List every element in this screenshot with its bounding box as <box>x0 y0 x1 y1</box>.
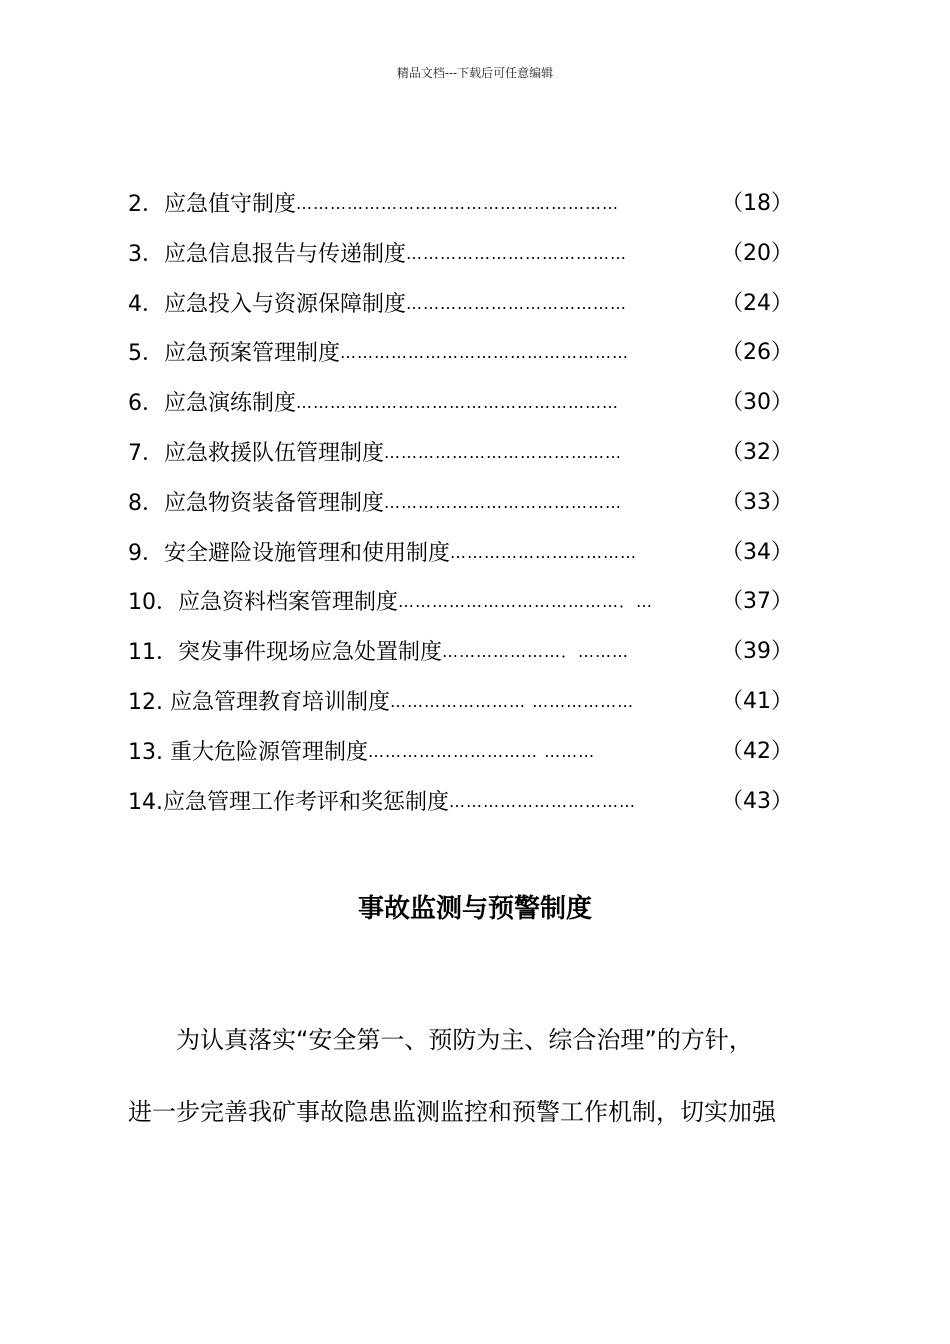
toc-dot-leader: ………………………………………………… <box>296 194 619 213</box>
toc-dot-leader: …………………………………… <box>384 492 622 512</box>
page-header: 精品文档---下载后可任意编辑 <box>396 66 554 80</box>
toc-dot-leader: …………………………………… <box>384 442 622 462</box>
toc-entry <box>128 381 793 431</box>
toc-entry <box>128 331 793 381</box>
toc-entry <box>128 630 793 680</box>
toc-entry-title: 4．应急投入与资源保障制度 <box>128 291 406 317</box>
toc-entry <box>128 680 793 730</box>
toc-page-number: （33） <box>721 489 793 515</box>
toc-dot-leader: …………………………… <box>449 791 636 811</box>
toc-entry-title: 2．应急值守制度 <box>128 192 296 217</box>
toc-entry <box>128 481 793 531</box>
toc-entry-title: 10．应急资料档案管理制度 <box>128 590 398 616</box>
toc-entry-title: 7．应急救援队伍管理制度 <box>128 440 384 466</box>
toc-entry-title: 5．应急预案管理制度 <box>128 341 340 367</box>
toc-entry-title: 9．安全避险设施管理和使用制度 <box>128 540 450 566</box>
toc-page-number: （32） <box>721 439 793 465</box>
toc-entry-title: 12. 应急管理教育培训制度 <box>128 689 390 715</box>
toc-dot-leader: …………………………… <box>450 542 637 562</box>
toc-entry-title: 8．应急物资装备管理制度 <box>128 490 384 516</box>
toc-dot-leader: …………………………………．… <box>398 592 654 612</box>
toc-page-number: （43） <box>721 788 793 814</box>
toc-page-number: （34） <box>721 539 793 565</box>
toc-entry <box>128 780 793 830</box>
toc-dot-leader: …………………… ……………… <box>389 691 635 711</box>
toc-entry <box>128 730 793 780</box>
toc-entry-title: 6．应急演练制度 <box>128 391 296 417</box>
toc-page-number: （18） <box>721 191 793 216</box>
toc-entry <box>128 580 793 630</box>
toc-page-number: （42） <box>721 738 793 764</box>
toc-entry <box>128 282 793 332</box>
body-paragraph-line-2: 进一步完善我矿事故隐患监测监控和预警工作机制，切实加强 <box>128 1098 776 1126</box>
toc-page-number: （30） <box>721 390 793 416</box>
toc-dot-leader: …………………．……… <box>442 642 630 662</box>
toc-page-number: （41） <box>721 688 793 714</box>
toc-dot-leader: ………………………………………………… <box>296 393 619 413</box>
toc-dot-leader: ………………………… ……… <box>367 741 596 761</box>
toc-entry <box>128 531 793 581</box>
toc-entry-title: 14.应急管理工作考评和奖惩制度 <box>128 789 449 815</box>
toc-entry <box>128 232 793 282</box>
section-title: 事故监测与预警制度 <box>357 894 592 924</box>
toc-page-number: （24） <box>721 290 793 316</box>
toc-dot-leader: …………………………………………… <box>340 343 629 363</box>
toc-page-number: （20） <box>721 240 793 266</box>
toc-page-number: （39） <box>721 639 793 665</box>
toc-page-number: （37） <box>721 589 793 615</box>
toc-entry-title: 13. 重大危险源管理制度 <box>128 739 368 765</box>
toc-entry <box>128 431 793 481</box>
toc-page-number: （26） <box>721 340 793 366</box>
toc-entry <box>128 182 793 232</box>
toc-entry-title: 11．突发事件现场应急处置制度 <box>128 640 442 666</box>
body-paragraph-line-1: 为认真落实“安全第一、预防为主、综合治理”的方针， <box>176 1026 753 1054</box>
toc-dot-leader: ………………………………… <box>406 243 627 263</box>
toc-dot-leader: ………………………………… <box>406 293 627 313</box>
table-of-contents <box>128 182 793 829</box>
toc-entry-title: 3．应急信息报告与传递制度 <box>128 241 406 267</box>
